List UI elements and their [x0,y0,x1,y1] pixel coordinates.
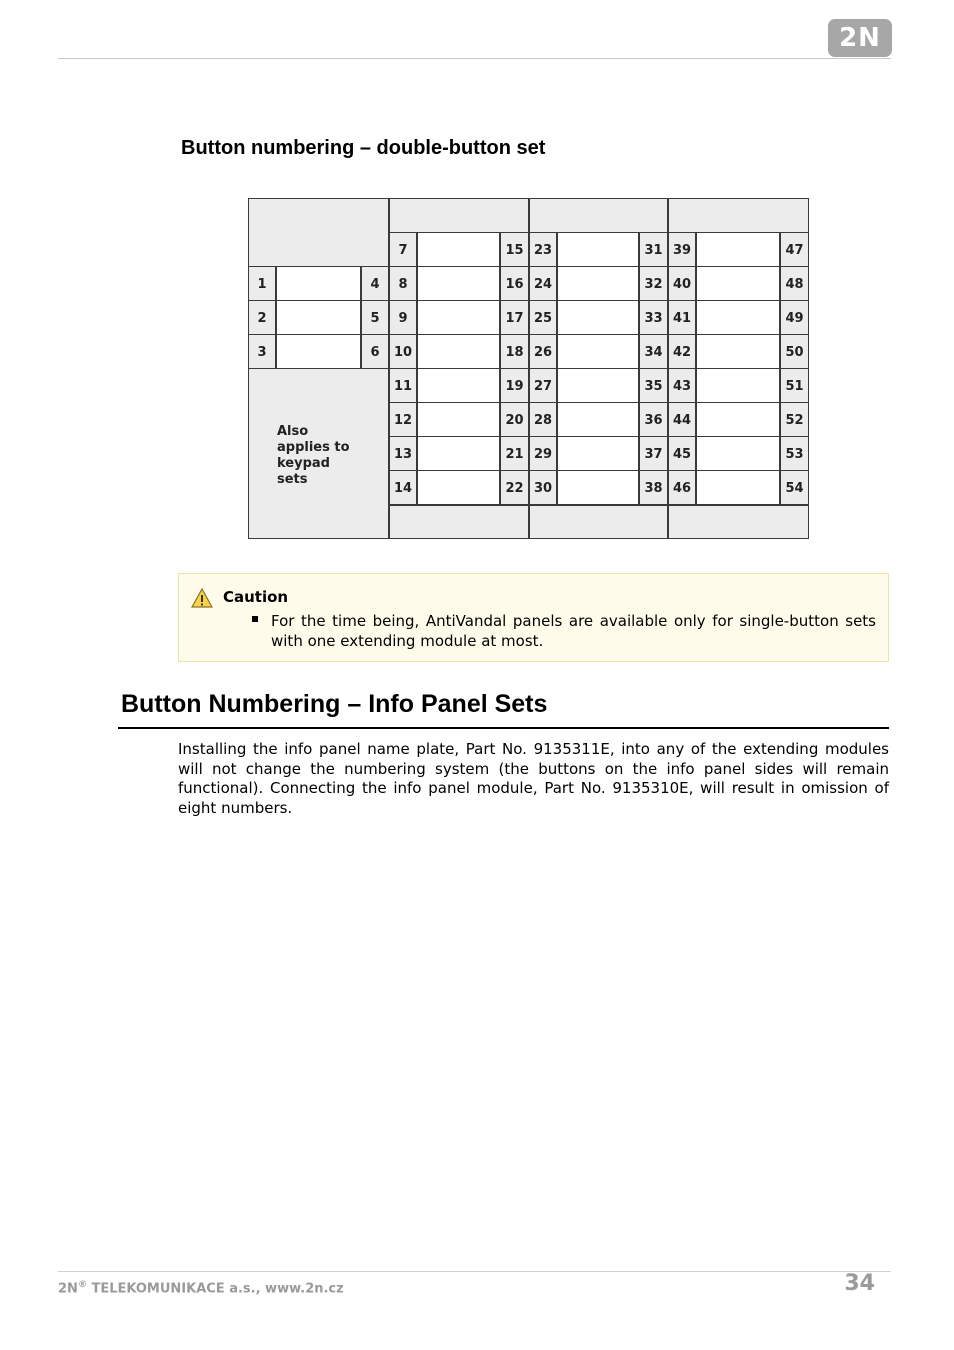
footer-brand: 2N [58,1281,78,1297]
button-label-slot [417,368,500,403]
button-number: 9 [389,300,417,335]
module-footer-band [389,505,529,539]
footer-divider [58,1271,891,1272]
button-number: 27 [529,368,557,403]
button-number: 2 [248,300,276,335]
button-label-slot [276,334,361,369]
footer-company-text: TELEKOMUNIKACE a.s., www.2n.cz [86,1281,344,1297]
button-label-slot [557,436,639,471]
button-number: 47 [780,232,809,267]
button-number: 24 [529,266,557,301]
button-number: 54 [780,470,809,505]
button-label-slot [417,266,500,301]
button-number: 37 [639,436,668,471]
button-label-slot [696,232,780,267]
page-number: 34 [844,1271,875,1296]
button-number: 51 [780,368,809,403]
button-label-slot [276,266,361,301]
button-number: 52 [780,402,809,437]
keypad-note-line: Also [277,424,309,439]
button-label-slot [417,300,500,335]
caution-text: For the time being, AntiVandal panels are available only for single-button sets with one extending module at most. [271,612,876,650]
button-label-slot [557,470,639,505]
main-unit-header-block [248,198,389,267]
button-number: 39 [668,232,696,267]
button-number: 29 [529,436,557,471]
module-footer-band [668,505,809,539]
button-label-slot [557,266,639,301]
button-label-slot [696,368,780,403]
module-header-band [389,198,529,233]
button-number: 53 [780,436,809,471]
section-title: Button Numbering – Info Panel Sets [121,690,548,718]
button-label-slot [557,402,639,437]
button-label-slot [557,334,639,369]
button-number: 12 [389,402,417,437]
logo-text: 2N [839,23,881,53]
button-number: 15 [500,232,529,267]
button-numbering-table [248,198,809,539]
button-number: 6 [361,334,389,369]
footer-company [58,1280,344,1296]
keypad-note-line: sets [277,472,308,487]
caution-title: Caution [223,588,289,606]
button-number: 41 [668,300,696,335]
button-number: 23 [529,232,557,267]
button-number: 34 [639,334,668,369]
warning-triangle-icon [191,587,213,609]
module-footer-band [529,505,668,539]
bullet-marker [252,616,258,622]
button-number: 25 [529,300,557,335]
section-divider [118,727,889,729]
button-number: 11 [389,368,417,403]
button-number: 18 [500,334,529,369]
button-number: 16 [500,266,529,301]
button-label-slot [557,300,639,335]
keypad-note-line: applies to [277,440,350,455]
button-number: 20 [500,402,529,437]
button-number: 33 [639,300,668,335]
button-number: 26 [529,334,557,369]
button-number: 44 [668,402,696,437]
button-number: 35 [639,368,668,403]
button-number: 10 [389,334,417,369]
keypad-note-line: keypad [277,456,330,471]
button-label-slot [417,334,500,369]
button-number: 8 [389,266,417,301]
button-number: 40 [668,266,696,301]
button-number: 17 [500,300,529,335]
button-label-slot [276,300,361,335]
button-number: 14 [389,470,417,505]
button-number: 50 [780,334,809,369]
button-label-slot [417,232,500,267]
button-number: 1 [248,266,276,301]
button-number: 38 [639,470,668,505]
button-number: 4 [361,266,389,301]
button-label-slot [696,334,780,369]
body-paragraph: Installing the info panel name plate, Part No. 9135311E, into any of the extending modules will not change the numbering system (the buttons on the info panel sides will remain functional). Connecting the info panel module, Part No. 9135310E, will result in omission of eight numbers. [178,740,889,817]
button-number: 31 [639,232,668,267]
module-header-band [529,198,668,233]
button-number: 22 [500,470,529,505]
button-number: 36 [639,402,668,437]
caution-box [178,573,889,662]
button-number: 30 [529,470,557,505]
button-number: 19 [500,368,529,403]
button-number: 3 [248,334,276,369]
header-divider [58,58,891,59]
button-number: 43 [668,368,696,403]
button-number: 48 [780,266,809,301]
button-number: 21 [500,436,529,471]
subsection-heading: Button numbering – double-button set [181,137,546,159]
keypad-note [277,424,377,488]
button-number: 49 [780,300,809,335]
button-number: 5 [361,300,389,335]
button-number: 45 [668,436,696,471]
button-number: 7 [389,232,417,267]
2n-logo [828,19,892,57]
button-label-slot [696,300,780,335]
module-header-band [668,198,809,233]
button-label-slot [696,402,780,437]
button-label-slot [417,470,500,505]
button-number: 32 [639,266,668,301]
button-label-slot [557,232,639,267]
registered-mark: ® [77,1280,87,1290]
button-number: 13 [389,436,417,471]
button-number: 46 [668,470,696,505]
button-number: 28 [529,402,557,437]
button-label-slot [557,368,639,403]
button-label-slot [417,436,500,471]
button-label-slot [696,470,780,505]
button-label-slot [696,266,780,301]
button-number: 42 [668,334,696,369]
button-label-slot [417,402,500,437]
button-label-slot [696,436,780,471]
